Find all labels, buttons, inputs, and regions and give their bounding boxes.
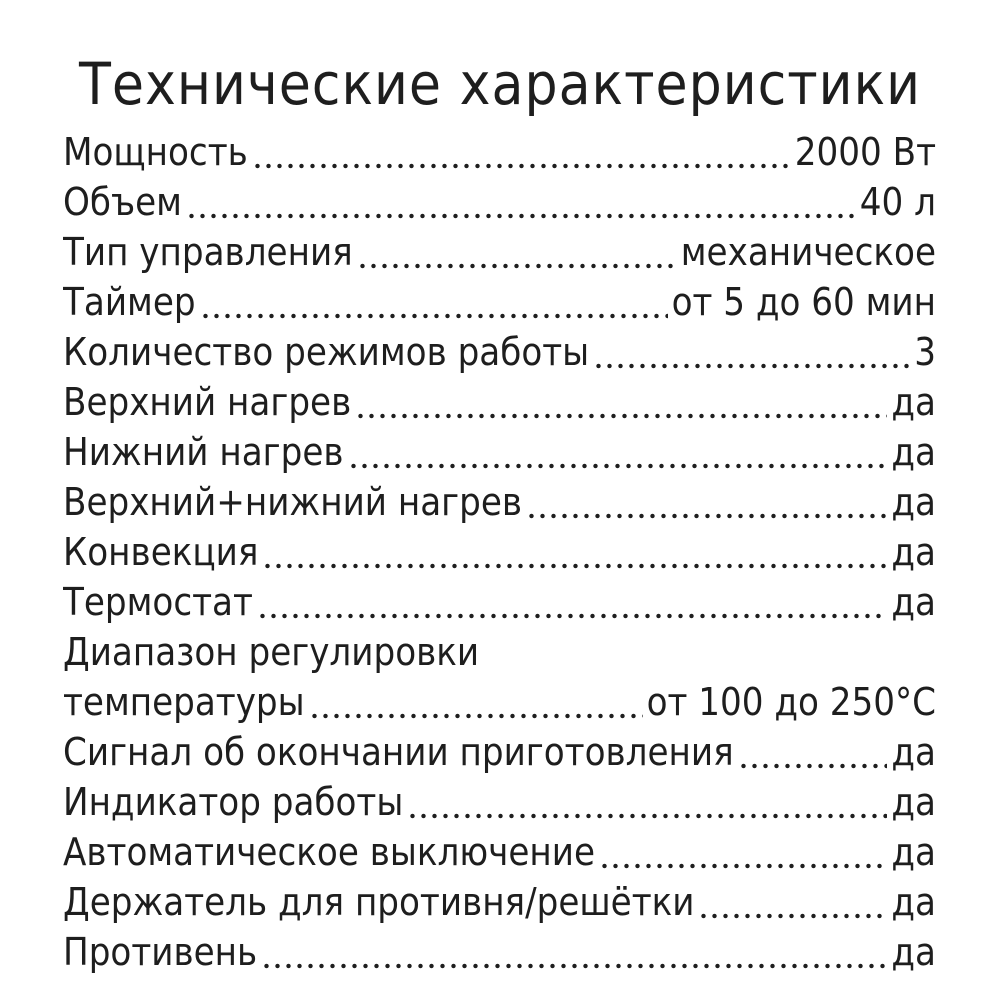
spec-row-convection [63, 527, 936, 577]
dot-leader [348, 427, 888, 477]
spec-value: да [891, 480, 936, 524]
spec-value: да [891, 930, 936, 974]
spec-value: да [891, 380, 936, 424]
spec-row-volume [63, 177, 936, 227]
dot-leader [738, 727, 888, 777]
spec-value: да [891, 530, 936, 574]
spec-label: Противень [63, 930, 258, 974]
dot-leader [593, 327, 910, 377]
spec-label: Термостат [63, 580, 253, 624]
dot-leader [599, 827, 887, 877]
spec-row-top-heating [63, 377, 936, 427]
dot-leader [698, 877, 887, 927]
spec-row-temp-range [63, 677, 936, 727]
spec-label: Диапазон регулировки [63, 630, 480, 674]
dot-leader [186, 177, 856, 227]
spec-label: Количество режимов работы [63, 330, 590, 374]
spec-row-control-type [63, 227, 936, 277]
spec-row-tray [63, 927, 936, 977]
spec-row-end-signal [63, 727, 936, 777]
spec-value: да [891, 880, 936, 924]
spec-label: Верхний+нижний нагрев [63, 480, 523, 524]
dot-leader [262, 527, 887, 577]
spec-row-auto-off [63, 827, 936, 877]
spec-value: да [891, 430, 936, 474]
spec-label: Сигнал об окончании приготовления [63, 730, 734, 774]
spec-value: 40 л [859, 180, 936, 224]
spec-label: температуры [63, 680, 305, 724]
spec-label: Тип управления [63, 230, 353, 274]
dot-leader [252, 127, 791, 177]
spec-row-power-indicator [63, 777, 936, 827]
dot-leader [257, 577, 888, 627]
spec-label: Конвекция [63, 530, 259, 574]
spec-label: Верхний нагрев [63, 380, 352, 424]
spec-value: да [891, 730, 936, 774]
spec-row-power [63, 127, 936, 177]
page-title: Технические характеристики [78, 50, 922, 118]
spec-row-timer [63, 277, 936, 327]
spec-value: 3 [914, 330, 936, 374]
dot-leader [526, 477, 887, 527]
spec-label: Нижний нагрев [63, 430, 344, 474]
spec-label: Мощность [63, 130, 248, 174]
dot-leader [407, 777, 887, 827]
spec-label: Автоматическое выключение [63, 830, 595, 874]
spec-row-modes [63, 327, 936, 377]
spec-row-tray-holder [63, 877, 936, 927]
spec-row-bottom-heating [63, 427, 936, 477]
spec-label: Объем [63, 180, 182, 224]
dot-leader [309, 677, 643, 727]
spec-value: да [891, 830, 936, 874]
spec-list [63, 127, 936, 977]
spec-label: Держатель для противня/решётки [63, 880, 695, 924]
spec-row-top-bottom-heating [63, 477, 936, 527]
spec-label: Таймер [63, 280, 196, 324]
spec-value: от 100 до 250°C [646, 680, 936, 724]
spec-value: да [891, 580, 936, 624]
spec-row-thermostat [63, 577, 936, 627]
spec-value: 2000 Вт [794, 130, 936, 174]
spec-label: Индикатор работы [63, 780, 404, 824]
spec-value: да [891, 780, 936, 824]
dot-leader [357, 227, 677, 277]
spec-row-temp-range-heading [63, 627, 936, 677]
spec-value: механическое [680, 230, 936, 274]
spec-value: от 5 до 60 мин [671, 280, 936, 324]
dot-leader [200, 277, 668, 327]
dot-leader [355, 377, 887, 427]
dot-leader [261, 927, 887, 977]
